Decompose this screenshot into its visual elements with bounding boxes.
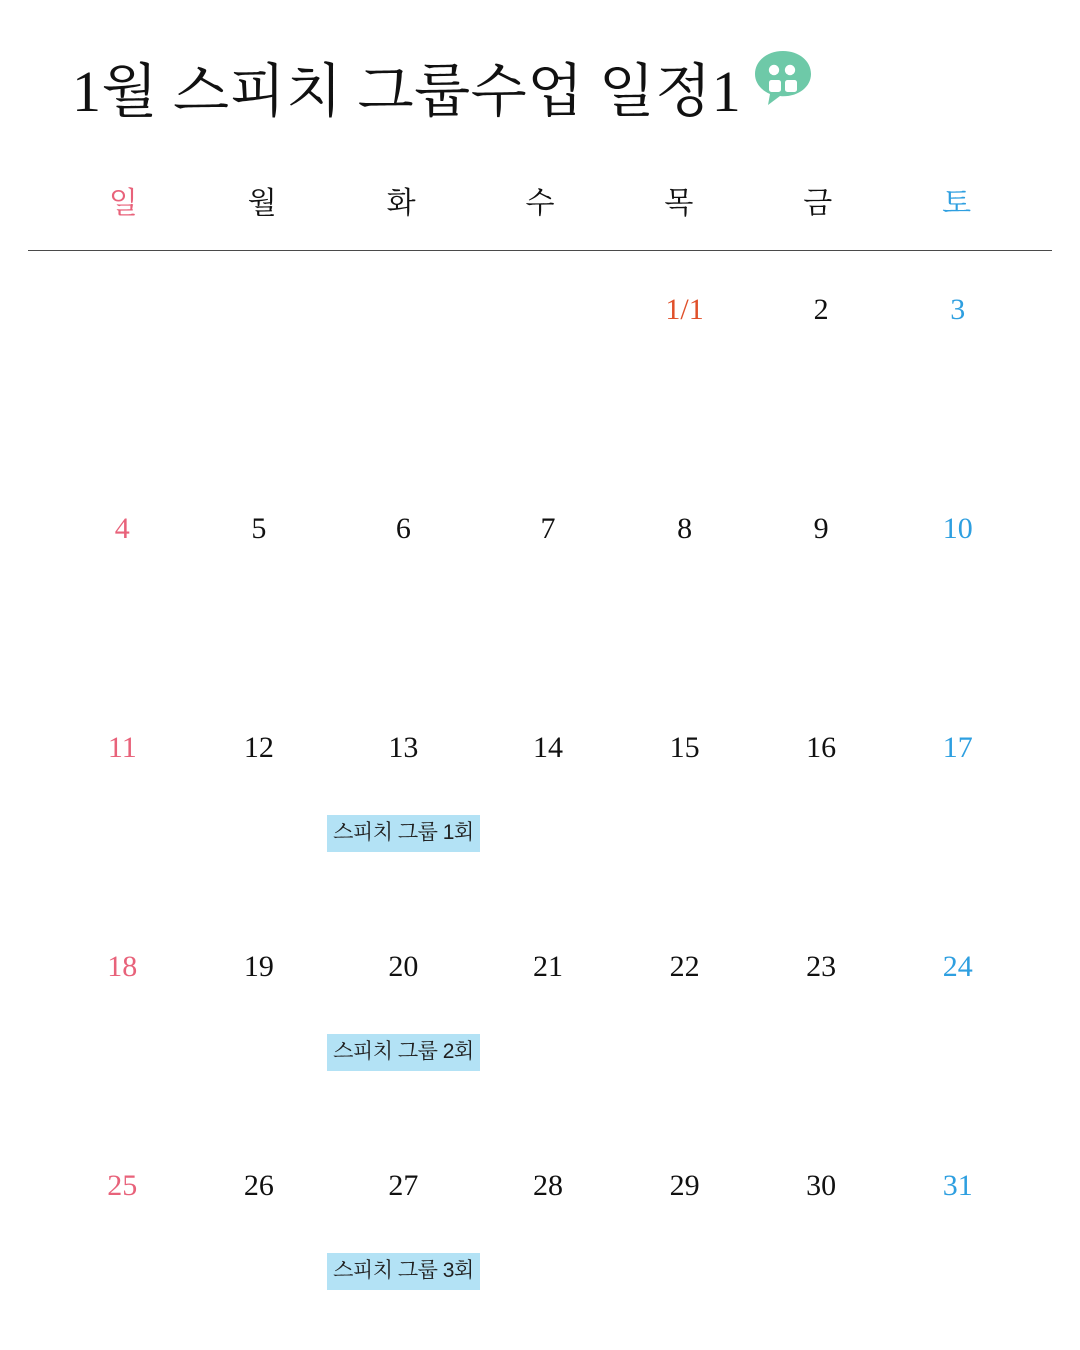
- weekday-fri: 금: [803, 187, 833, 220]
- event-label[interactable]: 스피치 그룹 3회: [327, 1253, 480, 1290]
- weekday-tue: 화: [386, 187, 416, 220]
- event-label[interactable]: 스피치 그룹 2회: [327, 1034, 480, 1071]
- day-cell[interactable]: [191, 251, 328, 470]
- day-number: 4: [114, 512, 130, 545]
- day-cell[interactable]: [753, 908, 890, 1127]
- day-number: 25: [107, 1169, 138, 1202]
- day-number: 31: [942, 1169, 973, 1202]
- event-label[interactable]: 스피치 그룹 1회: [327, 815, 480, 852]
- weekday-sat: 토: [942, 187, 972, 220]
- day-cell[interactable]: [480, 251, 617, 470]
- day-cell[interactable]: [889, 689, 1026, 908]
- day-number: 9: [813, 512, 829, 545]
- day-cell[interactable]: [753, 251, 890, 470]
- day-number: 15: [669, 731, 700, 764]
- day-cell[interactable]: [616, 1127, 753, 1346]
- day-number: 5: [251, 512, 267, 545]
- day-cell[interactable]: [191, 1127, 328, 1346]
- day-cell[interactable]: [327, 908, 480, 1127]
- day-cell[interactable]: [54, 689, 191, 908]
- day-cell[interactable]: [616, 908, 753, 1127]
- calendar-grid: [28, 251, 1052, 1346]
- day-cell[interactable]: [889, 1127, 1026, 1346]
- day-cell[interactable]: [191, 908, 328, 1127]
- day-cell[interactable]: [889, 470, 1026, 689]
- day-cell[interactable]: [753, 470, 890, 689]
- day-number: 12: [243, 731, 274, 764]
- day-number: 23: [806, 950, 837, 983]
- day-number: 1/1: [665, 293, 704, 326]
- weekday-sun: 일: [108, 187, 138, 220]
- day-cell[interactable]: [753, 1127, 890, 1346]
- day-number: 29: [669, 1169, 700, 1202]
- weekday-wed: 수: [525, 187, 555, 220]
- day-number: 10: [942, 512, 973, 545]
- day-cell[interactable]: [54, 251, 191, 470]
- day-cell[interactable]: [327, 470, 480, 689]
- page-header: [28, 0, 1052, 140]
- day-number: 8: [677, 512, 693, 545]
- day-cell[interactable]: [616, 470, 753, 689]
- day-number: 20: [388, 950, 419, 983]
- day-number: 14: [533, 731, 563, 764]
- day-number: 30: [806, 1169, 837, 1202]
- day-cell[interactable]: [54, 1127, 191, 1346]
- day-cell[interactable]: [54, 470, 191, 689]
- day-number: 24: [942, 950, 973, 983]
- day-cell[interactable]: [480, 908, 617, 1127]
- day-cell[interactable]: [327, 251, 480, 470]
- day-number: 6: [395, 512, 411, 545]
- day-number: 16: [806, 731, 837, 764]
- weekday-header-row: [28, 178, 1052, 222]
- day-cell[interactable]: [889, 251, 1026, 470]
- day-cell[interactable]: [327, 689, 480, 908]
- day-number: 28: [533, 1169, 563, 1202]
- day-number: 2: [813, 293, 829, 326]
- day-cell[interactable]: [889, 908, 1026, 1127]
- day-cell[interactable]: [54, 908, 191, 1127]
- day-cell[interactable]: [191, 470, 328, 689]
- day-cell[interactable]: [480, 689, 617, 908]
- day-cell[interactable]: [753, 689, 890, 908]
- day-cell[interactable]: [191, 689, 328, 908]
- day-number: 21: [533, 950, 563, 983]
- day-number: 27: [388, 1169, 419, 1202]
- day-number: 3: [950, 293, 966, 326]
- day-number: 11: [107, 731, 137, 764]
- page-title: 1월 스피치 그룹수업 일정1: [72, 59, 742, 124]
- day-number: 26: [243, 1169, 274, 1202]
- day-number: 17: [942, 731, 973, 764]
- day-number: 7: [540, 512, 556, 545]
- weekday-thu: 목: [664, 187, 694, 220]
- weekday-mon: 월: [247, 187, 277, 220]
- day-cell[interactable]: [480, 470, 617, 689]
- day-number: 22: [669, 950, 700, 983]
- day-number: 19: [243, 950, 274, 983]
- day-cell[interactable]: [616, 251, 753, 470]
- speech-bubble-logo-icon: [753, 49, 813, 107]
- day-cell[interactable]: [616, 689, 753, 908]
- day-number: 13: [388, 731, 419, 764]
- day-number: 18: [107, 950, 138, 983]
- day-cell[interactable]: [480, 1127, 617, 1346]
- day-cell[interactable]: [327, 1127, 480, 1346]
